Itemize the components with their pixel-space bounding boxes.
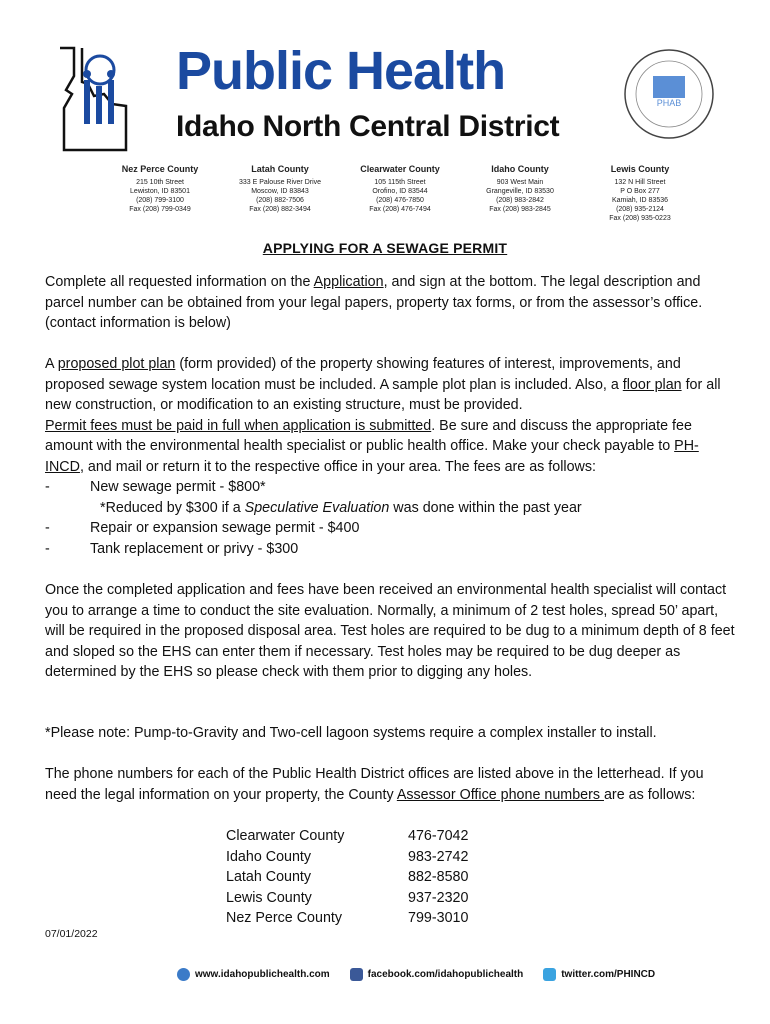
paragraph-site-evaluation: Once the completed application and fees have been received an environmental health specialist will contact you to arrange a time to conduct the site evaluation. Normally, a minimum of 2 test holes, spread 50’ apart, will be required in the proposed disposal area. Test holes are required to be dug to a minimum depth of 8 feet and sloped so the EHS can enter them if necessary. Test holes may be required to be dug deeper as determined by the EHS so please check with them prior to digging any holes. bbox=[45, 582, 735, 680]
office-city: Moscow, ID 83843 bbox=[251, 188, 309, 195]
fee-list bbox=[45, 477, 735, 559]
fee-tank: Tank replacement or privy - $300 bbox=[90, 540, 299, 557]
website-link[interactable] bbox=[177, 968, 330, 981]
bullet-dash: - bbox=[45, 520, 50, 536]
assessor-phone-table bbox=[226, 826, 468, 929]
facebook-text: facebook.com/idahopublichealth bbox=[367, 969, 524, 980]
county-phone: 983-2742 bbox=[408, 848, 469, 865]
office-phone: (208) 983-2842 bbox=[496, 197, 544, 204]
text: A bbox=[45, 356, 58, 372]
facebook-link[interactable] bbox=[350, 968, 524, 981]
paragraph-plot-plan bbox=[45, 354, 735, 477]
office-name: Lewis County bbox=[610, 164, 670, 174]
office-address: 105 115th Street bbox=[374, 179, 426, 186]
office-city: Lewiston, ID 83501 bbox=[130, 188, 190, 195]
table-row bbox=[226, 888, 468, 909]
office-fax: Fax (208) 882-3494 bbox=[249, 206, 311, 213]
speculative-evaluation: Speculative Evaluation bbox=[244, 499, 390, 516]
list-item bbox=[45, 477, 735, 498]
text: are as follows: bbox=[603, 786, 696, 803]
payee-name: PH-INCD bbox=[45, 438, 699, 475]
office-address: 903 West Main bbox=[496, 179, 544, 186]
office-nez-perce bbox=[100, 164, 220, 223]
office-phone: (208) 476-7850 bbox=[376, 197, 424, 204]
text: for all new construction, or modification to an existing structure, must be provided. bbox=[45, 376, 721, 413]
text: (form provided) of the property showing features of interest, improvements, and proposed sewage system location must be included. A sample plot plan is included. Also, a bbox=[45, 356, 681, 393]
office-address: 215 10th Street bbox=[136, 179, 184, 186]
text: , and mail or return it to the respective office in your area. The fees are as follows: bbox=[79, 458, 596, 475]
office-name: Latah County bbox=[251, 164, 309, 174]
assessor-link[interactable]: Assessor Office phone numbers bbox=[396, 786, 604, 803]
accreditation-seal-icon bbox=[623, 48, 715, 140]
table-row bbox=[226, 847, 468, 868]
list-item bbox=[45, 539, 735, 560]
table-row bbox=[226, 826, 468, 847]
county-phone: 882-8580 bbox=[408, 869, 469, 885]
floor-plan-link[interactable]: floor plan bbox=[622, 376, 682, 393]
brand-title: Public Health bbox=[176, 41, 506, 101]
text: The phone numbers for each of the Public Health District offices are listed above in the letterhead. If you need the legal information on your property, the County bbox=[45, 766, 704, 803]
table-row bbox=[226, 867, 468, 888]
county-phone: 799-3010 bbox=[408, 910, 469, 926]
application-link[interactable]: Application bbox=[313, 274, 384, 290]
document-title: APPLYING FOR A SEWAGE PERMIT bbox=[262, 240, 508, 256]
office-pobox: P O Box 277 bbox=[620, 188, 660, 195]
twitter-icon bbox=[543, 968, 556, 981]
facebook-icon bbox=[350, 968, 363, 981]
office-fax: Fax (208) 476-7494 bbox=[369, 206, 431, 213]
office-address: 333 E Palouse River Drive bbox=[238, 179, 322, 186]
globe-icon bbox=[177, 968, 190, 981]
plot-plan-link[interactable]: proposed plot plan bbox=[57, 356, 176, 372]
office-latah bbox=[220, 164, 340, 223]
fee-repair: Repair or expansion sewage permit - $400 bbox=[90, 520, 360, 536]
office-phone: (208) 882-7506 bbox=[256, 197, 304, 204]
fee-reduction-note bbox=[45, 498, 735, 519]
bullet-dash: - bbox=[45, 479, 50, 495]
office-city: Grangeville, ID 83530 bbox=[486, 188, 554, 195]
office-directory bbox=[100, 164, 700, 223]
text: Complete all requested information on the bbox=[45, 274, 314, 290]
text: , and sign at the bottom. The legal description and parcel number can be obtained from your legal papers, property tax forms, or from the assessor’s office. (contact information is below) bbox=[45, 274, 703, 331]
text: . Be sure and discuss the appropriate fee amount with the environmental health specialist or public health office. Make your check payable to bbox=[45, 417, 692, 454]
office-clearwater bbox=[340, 164, 460, 223]
office-city: Orofino, ID 83544 bbox=[372, 188, 428, 195]
office-city: Kamiah, ID 83536 bbox=[611, 197, 669, 204]
document-date: 07/01/2022 bbox=[45, 928, 98, 940]
table-row bbox=[226, 908, 468, 929]
seal-label: PHAB bbox=[656, 98, 682, 108]
office-phone: (208) 799-3100 bbox=[136, 197, 184, 204]
idaho-state-logo bbox=[54, 46, 172, 154]
footer bbox=[177, 968, 675, 981]
bullet-dash: - bbox=[45, 540, 50, 557]
county-phone: 476-7042 bbox=[408, 828, 469, 844]
office-idaho bbox=[460, 164, 580, 223]
fee-new-permit: New sewage permit - $800* bbox=[90, 479, 266, 495]
county-name: Clearwater County bbox=[226, 828, 345, 844]
office-name: Clearwater County bbox=[360, 164, 440, 174]
twitter-link[interactable] bbox=[543, 968, 655, 981]
text: *Reduced by $300 if a bbox=[100, 499, 245, 516]
paragraph-assessor bbox=[45, 764, 735, 805]
paragraph-application bbox=[45, 272, 735, 334]
office-name: Idaho County bbox=[491, 164, 549, 174]
list-item bbox=[45, 518, 735, 539]
office-lewis bbox=[580, 164, 700, 223]
county-name: Lewis County bbox=[226, 889, 312, 906]
county-name: Nez Perce County bbox=[226, 910, 343, 926]
text: was done within the past year bbox=[389, 499, 582, 516]
county-name: Idaho County bbox=[226, 848, 312, 865]
fees-notice: Permit fees must be paid in full when application is submitted bbox=[45, 417, 432, 434]
office-name: Nez Perce County bbox=[121, 164, 199, 174]
office-fax: Fax (208) 983-2845 bbox=[489, 206, 551, 213]
office-address: 132 N Hill Street bbox=[614, 179, 666, 186]
brand-subtitle: Idaho North Central District bbox=[176, 110, 560, 143]
website-text: www.idahopublichealth.com bbox=[195, 969, 330, 980]
county-name: Latah County bbox=[226, 869, 312, 885]
office-fax: Fax (208) 935-0223 bbox=[609, 215, 671, 222]
office-fax: Fax (208) 799-0349 bbox=[129, 206, 191, 213]
office-phone: (208) 935-2124 bbox=[616, 206, 664, 213]
county-phone: 937-2320 bbox=[408, 889, 469, 906]
twitter-text: twitter.com/PHINCD bbox=[561, 969, 656, 980]
installer-note: *Please note: Pump-to-Gravity and Two-cell lagoon systems require a complex installer to install. bbox=[45, 725, 657, 741]
